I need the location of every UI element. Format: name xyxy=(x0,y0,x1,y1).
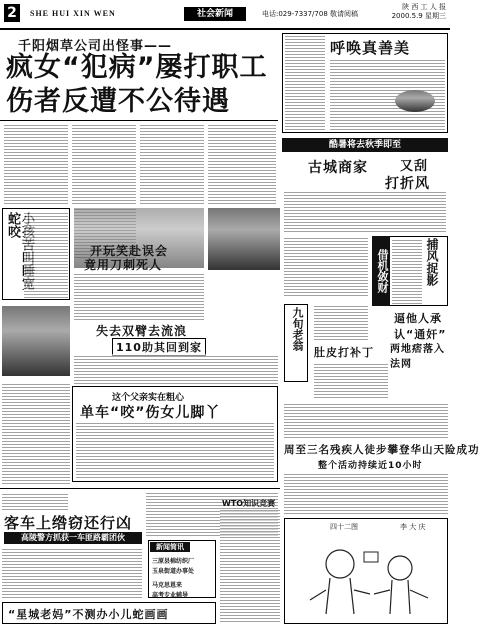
section-name: 社会新闻 xyxy=(184,7,246,21)
wto-headline: WTO知识竞赛 xyxy=(222,499,276,508)
right-story-subhead: 两地痞落入法网 xyxy=(390,344,445,370)
brief-item: 玉泉街道办事处 xyxy=(152,568,195,575)
center-lower-headline-2: 110助其回到家 xyxy=(112,338,206,356)
street-photo xyxy=(2,306,70,376)
article-text-column xyxy=(24,212,68,298)
climb-subhead: 整个活动持续近10小时 xyxy=(318,461,423,471)
article-text-column xyxy=(284,192,446,232)
lead-headline-1: 疯女“犯病”屡打职工 xyxy=(6,52,268,83)
lead-kicker: 千阳烟草公司出怪事—— xyxy=(18,39,173,54)
climb-headline: 周至三名残疾人徒步攀登华山天险成功 xyxy=(284,444,480,456)
article-text-column xyxy=(140,124,204,204)
article-text-column xyxy=(284,472,448,514)
bottom-strip-headline: “星城老妈”不测办小儿蛇画画 xyxy=(8,608,169,621)
article-text-column xyxy=(4,124,68,204)
article-text-column xyxy=(2,548,142,598)
bike-headline: 单车“咬”伤女儿脚丫 xyxy=(80,405,221,421)
section-pinyin: SHE HUI XIN WEN xyxy=(30,9,116,18)
article-text-column xyxy=(220,510,280,622)
article-text-column xyxy=(284,236,368,296)
right-vertical-left: 借机敛财 xyxy=(372,236,390,306)
mid-right-heading: 酷暑将去秋季即至 xyxy=(282,138,448,152)
mid-right-title-c: 打折风 xyxy=(385,176,430,192)
paper-name: 陕 西 工 人 报 xyxy=(402,3,446,11)
mid-right-title-b: 又刮 xyxy=(400,159,429,174)
article-text-column xyxy=(74,354,278,384)
lead-headline-2: 伤者反遭不公待遇 xyxy=(6,86,230,117)
children-photo xyxy=(208,208,280,270)
logo-emblem xyxy=(395,90,435,112)
article-text-column xyxy=(208,124,276,204)
page-number: 2 xyxy=(4,4,20,22)
center-headline-2: 竟用刀刺死人 xyxy=(84,258,163,272)
article-text-column xyxy=(392,240,422,304)
cartoon-author: 李 大 庆 xyxy=(400,523,426,531)
bus-subhead: 高陵警方抓获一车匪路霸团伙 xyxy=(4,532,142,544)
bus-headline: 客车上绺窃还行凶 xyxy=(4,514,133,532)
brief-item: 三原县棉纺织厂 xyxy=(152,558,195,565)
divider xyxy=(0,120,278,121)
cartoon-caption: 四十二图 xyxy=(330,523,358,531)
nine-decade-box: 九旬老翁 xyxy=(284,304,308,382)
center-headline-1: 开玩笑赴误会 xyxy=(90,244,169,258)
article-text-column xyxy=(2,384,70,484)
briefs-label: 新闻简讯 xyxy=(150,542,190,552)
article-text-column xyxy=(76,422,274,478)
article-text-column xyxy=(314,362,388,398)
center-lower-headline-1: 失去双臂去流浪 xyxy=(96,324,188,338)
right-vertical-right: 捕风捉影 xyxy=(425,238,439,286)
article-text-column xyxy=(285,36,325,130)
mid-right-title-a: 古城商家 xyxy=(308,160,368,176)
article-text-column xyxy=(72,124,136,204)
cartoon-drawing xyxy=(300,534,440,620)
article-text-column xyxy=(2,492,68,510)
brief-item: 高考专业辅导 xyxy=(152,592,189,599)
article-text-column xyxy=(74,274,204,320)
article-text-column xyxy=(284,402,448,438)
issue-date xyxy=(372,3,446,21)
date-line: 2000.5.9 星期三 xyxy=(391,12,446,20)
brief-item: 马克思恩来 xyxy=(152,582,183,589)
patch-headline: 肚皮打补丁 xyxy=(314,346,374,359)
right-story-headline: 逼他人承认“通奸” xyxy=(394,312,447,341)
divider xyxy=(0,488,280,489)
bike-kicker: 这个父亲实在粗心 xyxy=(112,393,185,403)
top-right-headline: 呼唤真善美 xyxy=(330,39,411,57)
left-vertical-headline: 蛇咬 xyxy=(5,212,20,238)
contact-phone: 电话:029-7337/708 敬请阅稿 xyxy=(262,10,359,18)
article-text-column xyxy=(314,304,368,340)
